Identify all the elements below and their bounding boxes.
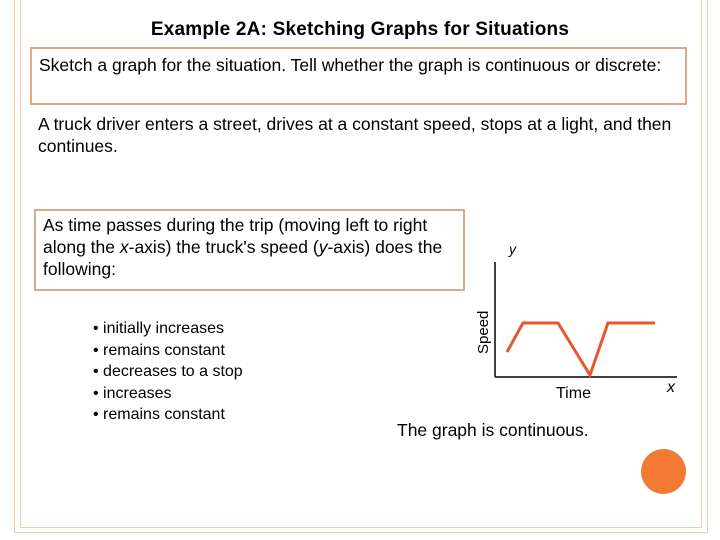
slide-title: Example 2A: Sketching Graphs for Situations bbox=[150, 19, 570, 40]
behavior-item: • remains constant bbox=[93, 404, 243, 426]
explanation-part-1: As time passes during the trip (moving left to right along the bbox=[43, 215, 428, 257]
explanation-part-3: -axis) does the following: bbox=[43, 237, 443, 279]
behavior-item: • remains constant bbox=[93, 340, 243, 362]
behavior-item: • initially increases bbox=[93, 318, 243, 340]
behavior-item: • increases bbox=[93, 383, 243, 405]
explanation-part-2: -axis) the truck's speed ( bbox=[128, 237, 319, 257]
speed-line bbox=[507, 323, 655, 375]
decorative-orange-circle bbox=[641, 449, 686, 494]
x-axis-label: Time bbox=[556, 385, 591, 402]
y-axis-label: Speed bbox=[475, 310, 492, 354]
instruction-text: Sketch a graph for the situation. Tell whether the graph is continuous or discrete: bbox=[39, 55, 662, 75]
behavior-item: • decreases to a stop bbox=[93, 361, 243, 383]
situation-text: A truck driver enters a street, drives at a constant speed, stops at a light, and then continues. bbox=[38, 114, 672, 156]
x-axis-variable: x bbox=[667, 379, 675, 396]
y-axis-variable: y bbox=[509, 241, 516, 257]
explanation-x-variable: x bbox=[119, 237, 129, 257]
conclusion-text: The graph is continuous. bbox=[397, 420, 589, 440]
explanation-y-variable: y bbox=[318, 237, 328, 257]
